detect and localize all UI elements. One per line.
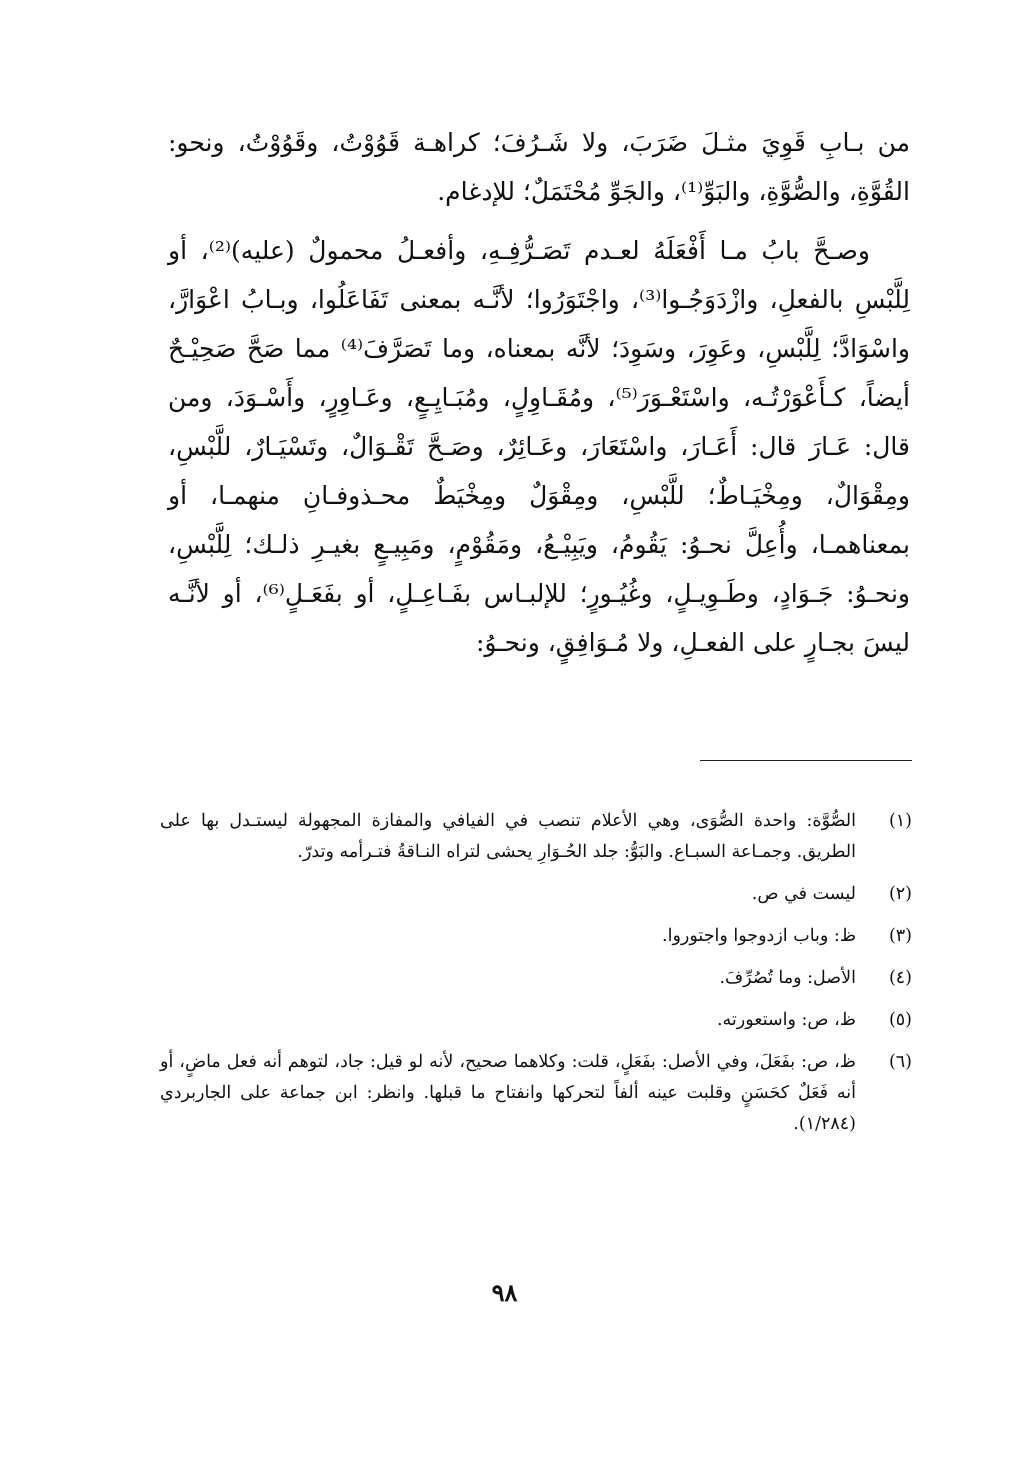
footnote-3 — [160, 921, 912, 952]
footnote-text: ليست في ص. — [751, 884, 856, 904]
footnote-number: (٦) — [888, 1052, 912, 1072]
footnote-number: (٤) — [888, 968, 912, 988]
footnotes-section — [160, 806, 912, 1151]
footnote-separator — [700, 760, 912, 761]
footnote-text: ظ: وباب ازدوجوا واجتوروا. — [662, 926, 856, 946]
footnote-number: (٣) — [888, 926, 912, 946]
footnote-number: (١) — [888, 811, 912, 831]
footnote-text: الصُّوَّة: واحدة الصُّوَى، وهي الأعلام تنصب في الفيافي والمفازة المجهولة ليستـدل بها على الطريق. وجمـاعة السبـاع. والبَوُّ: جلد الحُـوَارِ يحشى لتراه النـاقةُ فتـرأمه وتدرّ. — [160, 811, 856, 862]
footnote-2 — [160, 879, 912, 910]
page-number: ٩٨ — [491, 1278, 518, 1307]
main-body-text — [168, 118, 910, 667]
footnote-text: الأصل: وما تُصُرِّفَ. — [719, 968, 856, 988]
footnote-text: ظ، ص: واستعورته. — [716, 1010, 856, 1030]
body-paragraph-2: وصـحَّ بابُ مـا أَفْعَلَهُ لعـدم تَصَـرُّفِـهِ، وأفعـلُ محمولٌ (عليه)⁽²⁾، أو لِلَّبْسِ بالفعلِ، وازْدَوَجُـوا⁽³⁾، واجْتَوَرُوا؛ لأنَّـه بمعنى تَفَاعَلُوا، وبـابُ اعْوَارَّ، واسْوَادَّ؛ لِلَّبْسِ، وعَوِرَ، وسَوِدَ؛ لأنَّه بمعناه، وما تَصَرَّفَ⁽⁴⁾ مما صَحَّ صَحِيْـحٌ أيضاً، كـأَعْوَرْتُـه، واسْتَعْـوَرَ⁽⁵⁾، ومُقَـاوِلٍ، ومُبَـايِـعٍ، وعَـاوِرٍ، وأَسْـوَدَ، ومن قال: عَـارَ قال: أَعَـارَ، واسْتَعَارَ، وعَـائِرٌ، وصَـحَّ تَقْـوَالٌ، وتَسْيَـارٌ، للَّبْسِ، ومِقْوَالٌ، ومِخْيَـاطٌ؛ للَّبْسِ، ومِقْوَلٌ ومِخْيَطٌ محـذوفـانِ منهمـا، أو بمعناهمـا، وأُعِلَّ نحـوُ: يَقُومُ، ويَبِيْـعُ، ومَقُوْمٍ، ومَبِيـعٍ بغيـرِ ذلـك؛ لِلَّبْسِ، ونحـوُ: جَـوَادٍ، وطَـوِيـلٍ، وغُيُـورٍ؛ للإلبـاس بفَـاعِـلٍ، أو بفَعَـلٍ⁽⁶⁾، أو لأنَّـه ليسَ بجـارٍ على الفعـلِ، ولا مُـوَافِقٍ، ونحـوُ: — [168, 236, 911, 657]
footnote-1 — [160, 806, 912, 868]
footnote-5 — [160, 1005, 912, 1036]
footnote-number: (٢) — [888, 884, 912, 904]
footnote-4 — [160, 963, 912, 994]
footnote-text: ظ، ص: بفَعَلَ، وفي الأصل: بفَعَلٍ، قلت: وكلاهما صحيح، لأنه لو قيل: جاد، لتوهم أنه فعل ماضٍ، أو أنه فَعَلٌ كحَسَنٍ وقلبت عينه ألفاً لتحركها وانفتاح ما قبلها. وانظر: ابن جماعة على الجاربردي (١/٢٨٤). — [160, 1052, 856, 1134]
footnote-6 — [160, 1047, 912, 1140]
body-paragraph-1: من بـابِ قَوِيَ مثـلَ ضَرَبَ، ولا شَـرُفَ؛ كراهـة قَوُوْتُ، وقَوُوْتُ، ونحو: القُوَّةِ، والصُّوَّةِ، والبَوِّ⁽¹⁾، والجَوِّ مُحْتَمَلٌ؛ للإدغام. — [168, 128, 910, 206]
footnote-number: (٥) — [888, 1010, 912, 1030]
